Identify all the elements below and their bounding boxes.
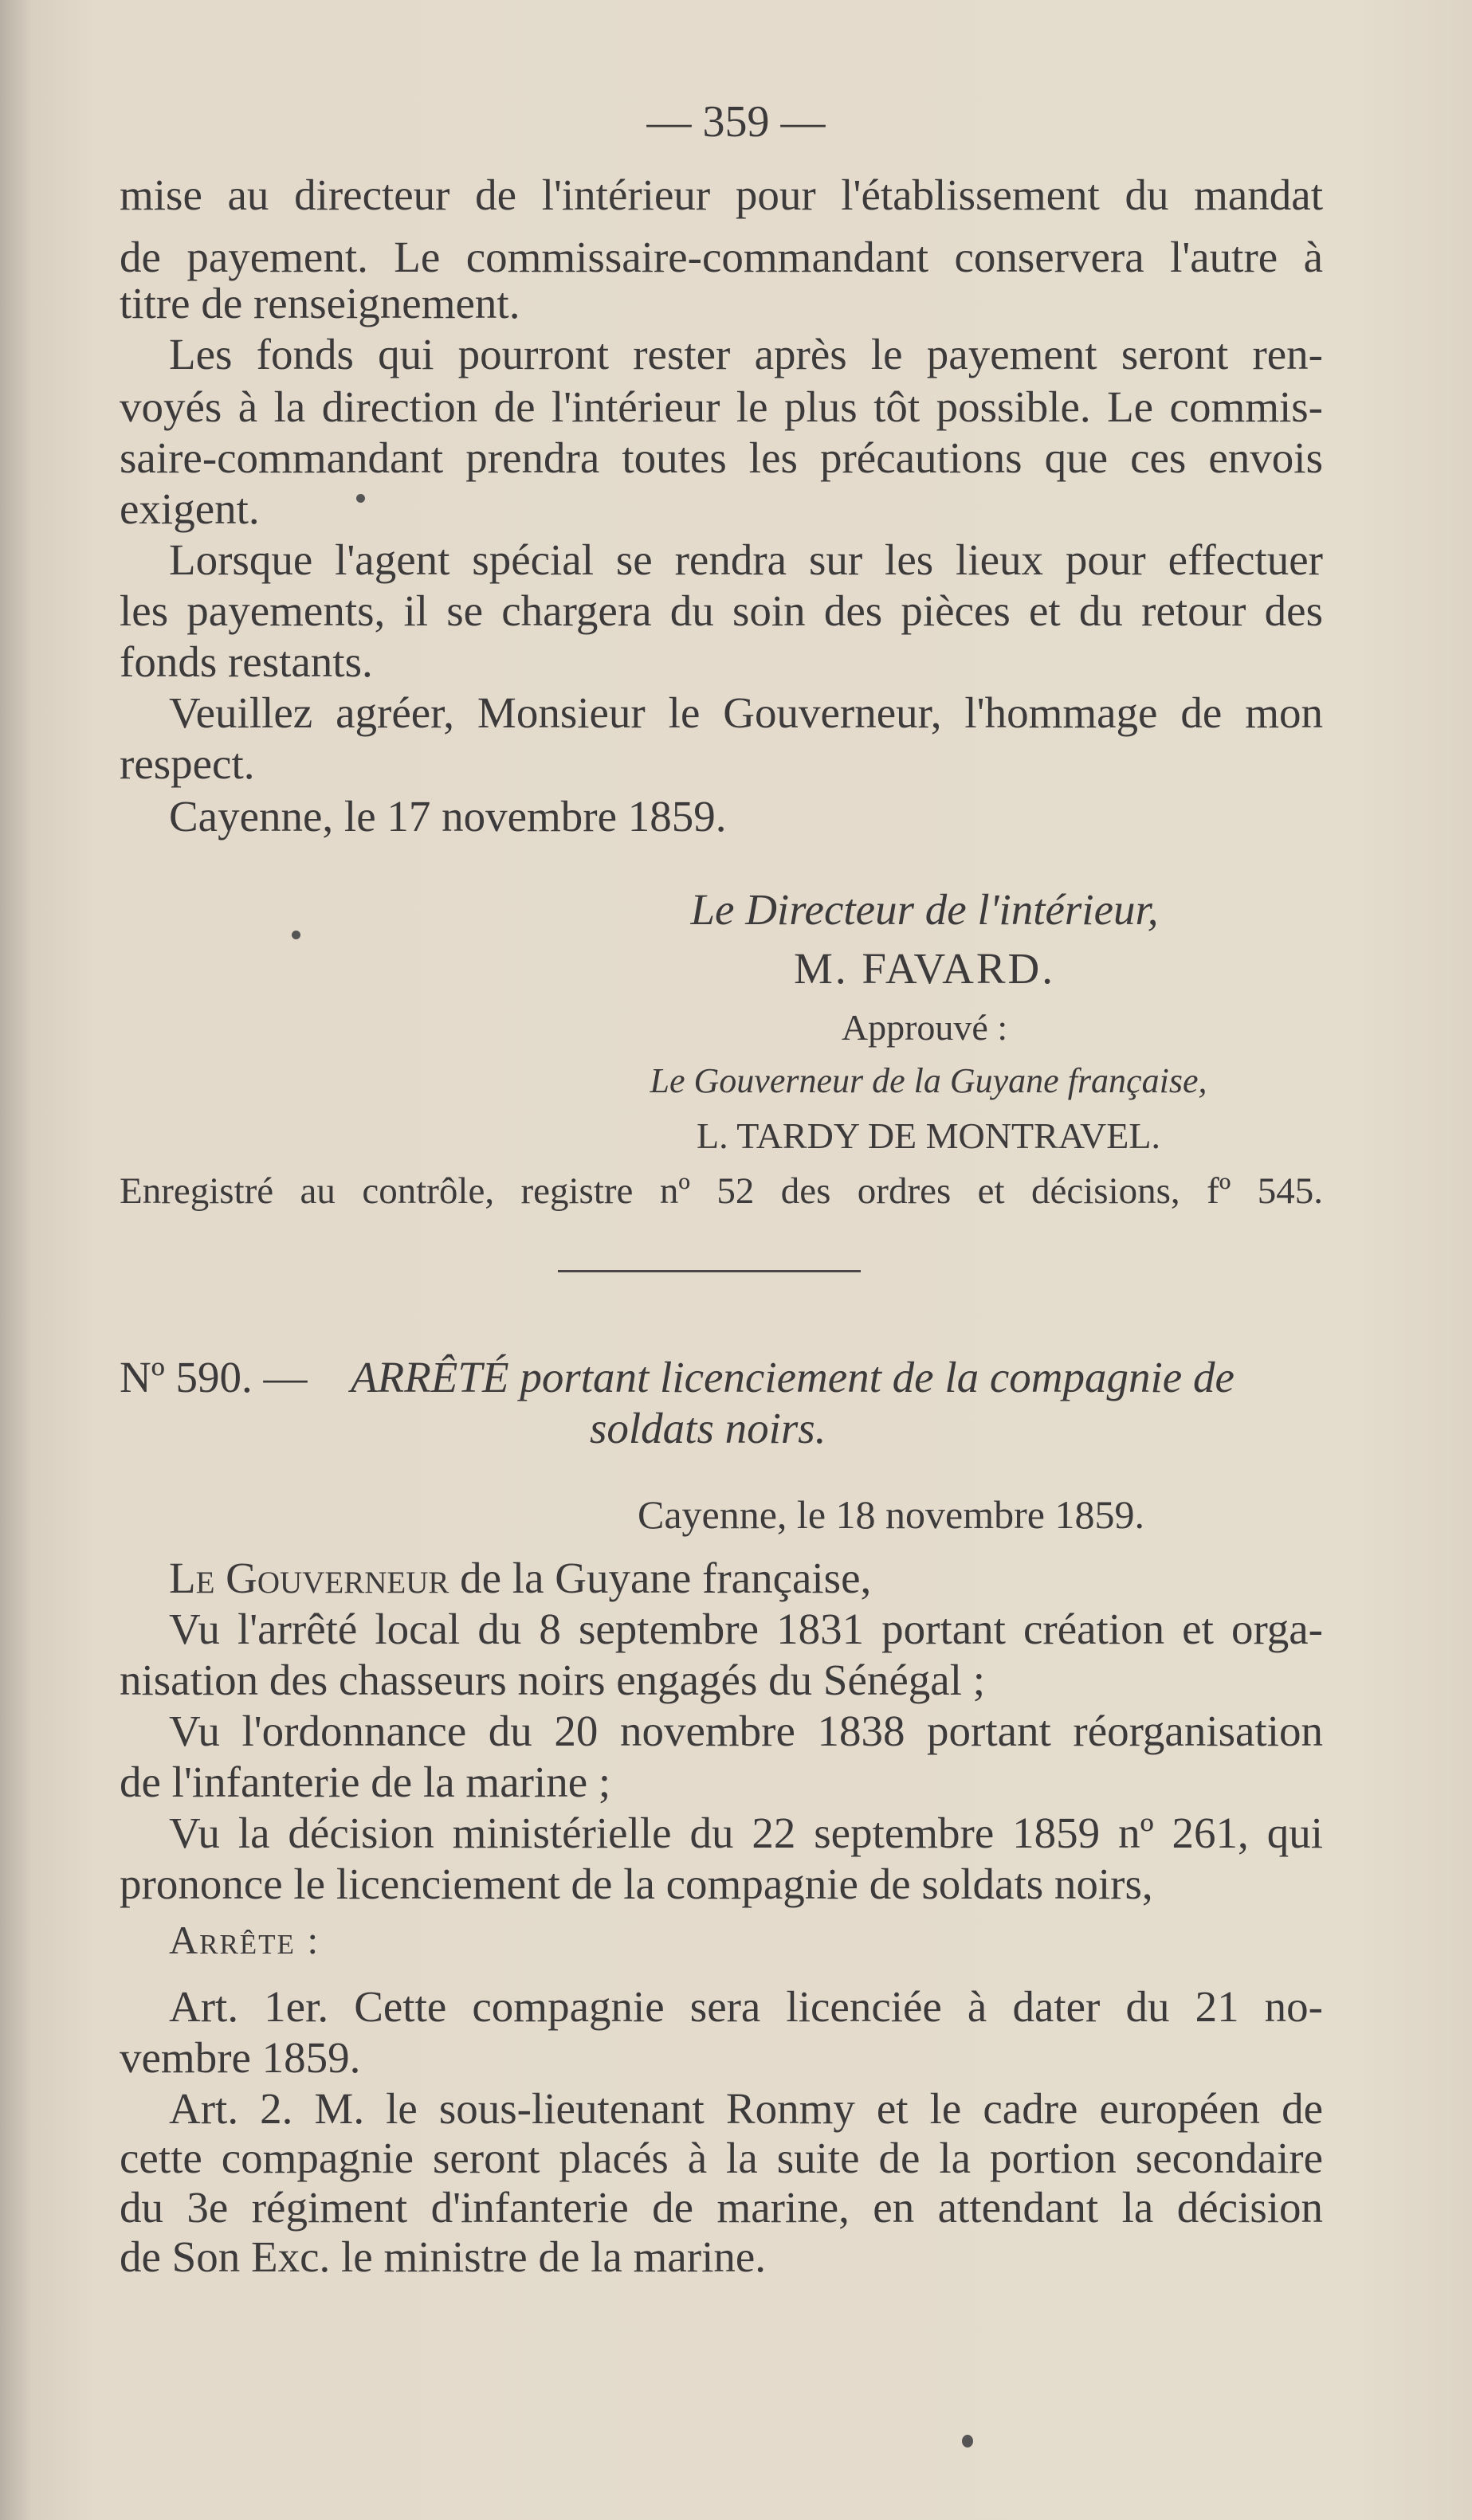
text-line: de l'infanterie de la marine ; [120, 1758, 611, 1806]
approver-name: L. TARDY DE MONTRAVEL. [697, 1115, 1160, 1156]
decree-date: Cayenne, le 18 novembre 1859. [638, 1492, 1144, 1537]
text-line: respect. [120, 739, 255, 788]
date-line: Cayenne, le 17 novembre 1859. [169, 792, 727, 841]
decree-title: ARRÊTÉ portant licenciement de la compagnie de [351, 1353, 1235, 1401]
text-line: saire-commandant prendra toutes les précautions que ces envois [120, 433, 1323, 482]
text-line: exigent. [120, 484, 260, 533]
text-line: du 3e régiment d'infanterie de marine, en attendant la décision [120, 2183, 1323, 2232]
text-line: nisation des chasseurs noirs engagés du Sénégal ; [120, 1656, 986, 1704]
text-line: Art. 2. M. le sous-lieutenant Ronmy et le cadre européen de [169, 2084, 1323, 2133]
text-line: Veuillez agréer, Monsieur le Gouverneur, l'hommage de mon [169, 688, 1323, 737]
ink-speck [292, 931, 300, 939]
text-line: fonds restants. [120, 637, 373, 686]
text-line: les payements, il se chargera du soin des pièces et du retour des [120, 586, 1323, 635]
approval-label: Approuvé : [841, 1007, 1008, 1048]
text-line: titre de renseignement. [120, 279, 520, 327]
decree-number: Nº 590. — [120, 1353, 308, 1401]
text-line: Les fonds qui pourront rester après le payement seront ren- [169, 330, 1323, 378]
text-line: voyés à la direction de l'intérieur le plus tôt possible. Le commis- [120, 382, 1323, 431]
text-line: Art. 1er. Cette compagnie sera licenciée à dater du 21 no- [169, 1982, 1323, 2031]
registration-note: Enregistré au contrôle, registre nº 52 des ordres et décisions, fº 545. [120, 1170, 1323, 1212]
text-line: de payement. Le commissaire-commandant conservera l'autre à [120, 233, 1323, 281]
text-line: mise au directeur de l'intérieur pour l'établissement du mandat [120, 170, 1323, 219]
arrete-label: Arrête : [169, 1918, 320, 1962]
governor-label: Le Gouverneur [169, 1554, 449, 1602]
text-line: Vu l'ordonnance du 20 novembre 1838 portant réorganisation [169, 1707, 1323, 1755]
text-line: Vu l'arrêté local du 8 septembre 1831 portant création et orga- [169, 1605, 1323, 1653]
ink-speck [356, 494, 365, 503]
page-number: — 359 — [646, 97, 826, 147]
governor-line [169, 1552, 871, 1605]
ink-speck [962, 2435, 973, 2447]
approver-title: Le Gouverneur de la Guyane française, [650, 1061, 1207, 1100]
signatory-title: Le Directeur de l'intérieur, [690, 885, 1159, 934]
text-line: de Son Exc. le ministre de la marine. [120, 2232, 767, 2281]
section-divider [558, 1270, 861, 1272]
text-line: prononce le licenciement de la compagnie de soldats noirs, [120, 1860, 1153, 1908]
text-line: cette compagnie seront placés à la suite de la portion secondaire [120, 2134, 1323, 2182]
governor-rest: de la Guyane française, [460, 1554, 872, 1602]
text-line: Vu la décision ministérielle du 22 septembre 1859 nº 261, qui [169, 1809, 1323, 1857]
signatory-name: M. FAVARD. [793, 944, 1056, 993]
text-line: vembre 1859. [120, 2033, 361, 2082]
decree-title-continued: soldats noirs. [590, 1404, 826, 1452]
text-line: Lorsque l'agent spécial se rendra sur les lieux pour effectuer [169, 535, 1323, 584]
